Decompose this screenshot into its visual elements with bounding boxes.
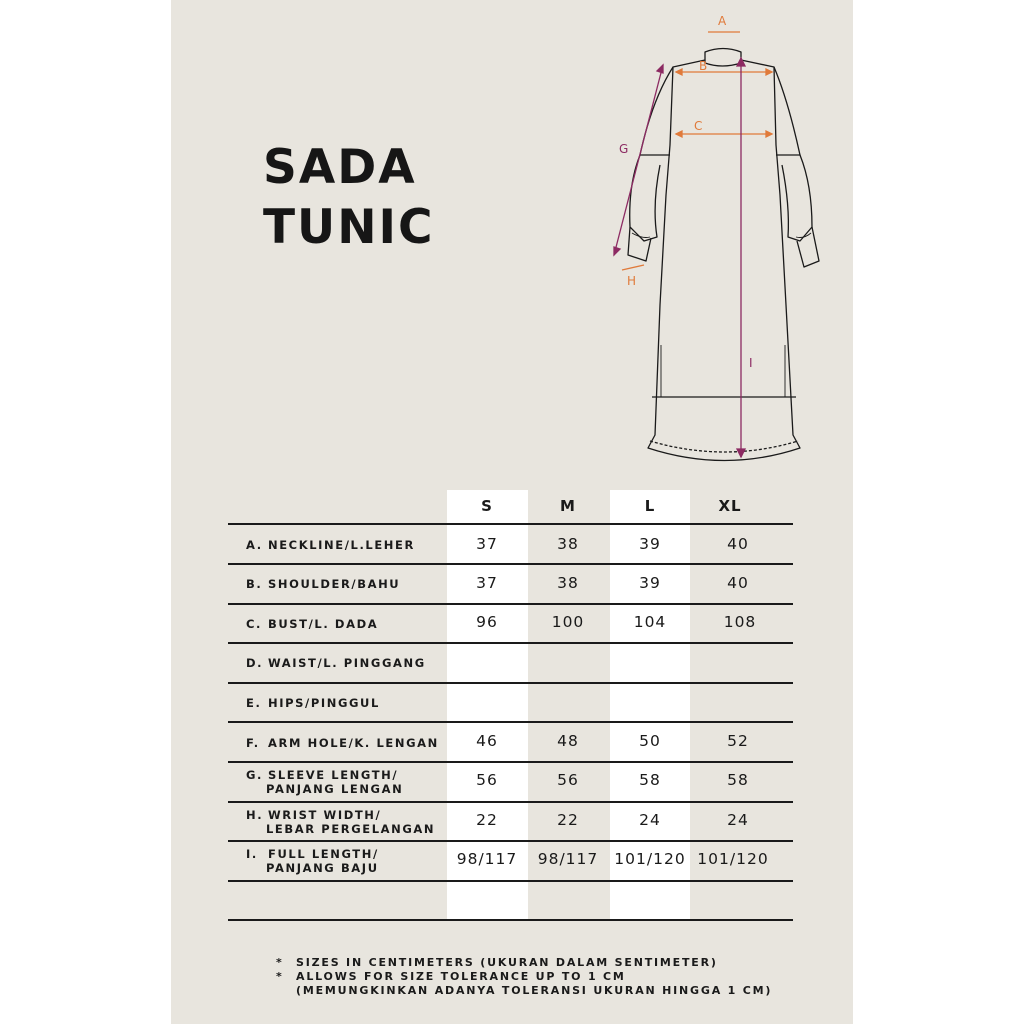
row-label-hips: E. HIPS/PINGGUL — [246, 696, 380, 710]
table-rule — [228, 801, 793, 803]
row-label-shoulder: B. SHOULDER/BAHU — [246, 577, 401, 591]
table-rule — [228, 721, 793, 723]
table-cell: 56 — [476, 771, 498, 789]
left-undersleeve-outline — [630, 155, 660, 241]
table-cell: 24 — [727, 811, 749, 829]
footnote-tolerance-translation: (MEMUNGKINKAN ADANYA TOLERANSI UKURAN HINGGA 1 CM) — [296, 984, 773, 997]
row-label-arm-hole: F. ARM HOLE/K. LENGAN — [246, 736, 439, 750]
table-rule — [228, 563, 793, 565]
footnote-tolerance: * ALLOWS FOR SIZE TOLERANCE UP TO 1 CM — [276, 970, 626, 983]
table-cell: 40 — [727, 535, 749, 553]
row-label-waist: D. WAIST/L. PINGGANG — [246, 656, 426, 670]
table-cell: 38 — [557, 574, 579, 592]
footnote-sizes: * SIZES IN CENTIMETERS (UKURAN DALAM SENTIMETER) — [276, 956, 718, 969]
label-c: C — [694, 119, 703, 133]
row-label-wrist-width: H. WRIST WIDTH/ LEBAR PERGELANGAN — [246, 808, 436, 836]
table-cell: 104 — [633, 613, 667, 631]
left-cuff — [628, 227, 651, 261]
table-cell: 46 — [476, 732, 498, 750]
table-cell: 39 — [639, 574, 661, 592]
label-i: I — [749, 356, 753, 370]
table-cell: 101/120 — [697, 850, 769, 868]
table-cell: 48 — [557, 732, 579, 750]
label-b: B — [699, 59, 708, 73]
row-label-full-length: I. FULL LENGTH/ PANJANG BAJU — [246, 847, 379, 875]
table-cell: 101/120 — [614, 850, 686, 868]
left-sleeve-outline — [640, 67, 673, 155]
size-header-xl: XL — [718, 497, 742, 515]
table-cell: 100 — [551, 613, 585, 631]
right-undersleeve-outline — [782, 155, 812, 241]
label-g: G — [619, 142, 629, 156]
table-cell: 52 — [727, 732, 749, 750]
right-sleeve-outline — [774, 67, 800, 155]
table-rule — [228, 919, 793, 921]
table-cell: 24 — [639, 811, 661, 829]
table-cell: 98/117 — [456, 850, 518, 868]
table-cell: 98/117 — [537, 850, 599, 868]
hem-stitch — [650, 441, 798, 452]
size-header-m: M — [560, 497, 576, 515]
table-cell: 50 — [639, 732, 661, 750]
label-h: H — [627, 274, 637, 288]
table-rule — [228, 880, 793, 882]
row-label-bust: C. BUST/L. DADA — [246, 617, 379, 631]
table-rule — [228, 523, 793, 525]
table-rule — [228, 603, 793, 605]
row-label-neckline: A. NECKLINE/L.LEHER — [246, 538, 415, 552]
label-a: A — [718, 14, 727, 28]
table-cell: 58 — [727, 771, 749, 789]
table-cell: 40 — [727, 574, 749, 592]
tunic-body-outline — [648, 60, 800, 461]
table-cell: 108 — [723, 613, 757, 631]
size-header-s: S — [481, 497, 493, 515]
right-cuff — [797, 227, 819, 267]
table-rule — [228, 840, 793, 842]
measure-h-line — [622, 265, 644, 270]
table-cell: 22 — [476, 811, 498, 829]
table-cell: 37 — [476, 574, 498, 592]
title-line-2: TUNIC — [263, 200, 435, 255]
row-label-sleeve-length: G. SLEEVE LENGTH/ PANJANG LENGAN — [246, 768, 404, 796]
table-cell: 37 — [476, 535, 498, 553]
collar-outline — [705, 49, 741, 67]
size-header-l: L — [644, 497, 656, 515]
table-cell: 58 — [639, 771, 661, 789]
table-rule — [228, 682, 793, 684]
table-cell: 22 — [557, 811, 579, 829]
table-rule — [228, 761, 793, 763]
table-cell: 38 — [557, 535, 579, 553]
table-cell: 56 — [557, 771, 579, 789]
table-cell: 96 — [476, 613, 498, 631]
tunic-diagram — [590, 5, 840, 475]
footnotes — [276, 956, 772, 998]
table-cell: 39 — [639, 535, 661, 553]
product-title — [263, 138, 435, 258]
title-line-1: SADA — [263, 140, 417, 195]
table-rule — [228, 642, 793, 644]
